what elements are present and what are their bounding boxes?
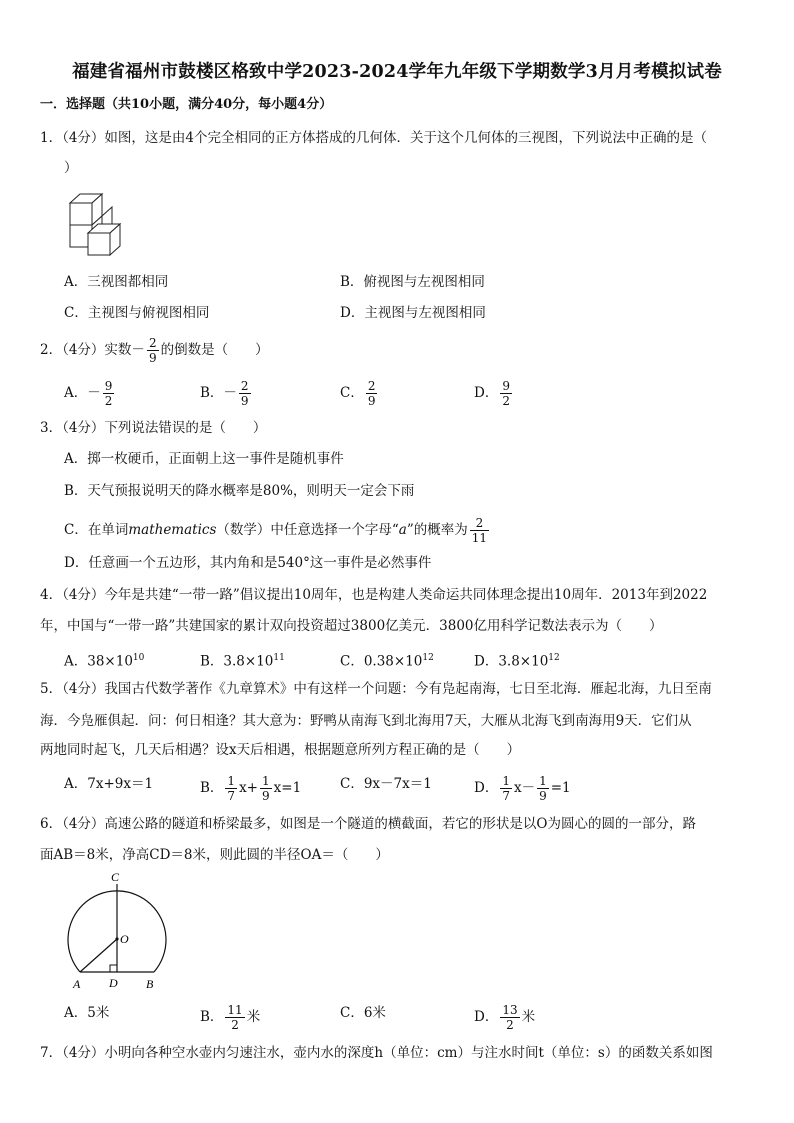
label-c: C [111,870,120,884]
q6-b-label: B． [200,1009,224,1025]
label-d: D [109,976,118,990]
q3-c-word: mathematics [128,522,217,538]
q4-option-c[interactable] [340,648,434,672]
q5-option-b[interactable] [200,774,301,803]
q6-b-numerator: 11 [227,1003,243,1017]
q5-d-end: =1 [550,780,571,796]
q3-option-d[interactable]: D．任意画一个五边形，其内角和是540°这一事件是必然事件 [64,555,432,571]
q2-b-numerator: 2 [240,379,249,393]
q5-d-mid: x－ [513,780,536,796]
q5-d-label: D． [474,780,499,796]
q4-stem-line1: 4．（4分）今年是共建“一带一路”倡议提出10周年，也是构建人类命运共同体理念提出10周年．2013年到2022 [40,587,708,603]
q2-d-fraction [500,379,512,408]
q4-a-exponent: 10 [132,653,145,663]
q5-b-denominator2: 9 [262,789,270,803]
q5-b-numerator2: 1 [262,774,270,788]
q7-stem-line1: 7．（4分）小明向各种空水壶内匀速注水，壶内水的深度h（单位：cm）与注水时间t（单位：s）的函数关系如图 [40,1045,713,1061]
q5-d-numerator1: 1 [502,774,510,788]
q1-stem-line1: 1．（4分）如图，这是由4个完全相同的正方体搭成的几何体．关于这个几何体的三视图，下列说法中正确的是（ [40,130,708,146]
q2-frac-numerator: 2 [148,336,157,350]
center-point-o [115,937,118,940]
q2-c-label: C． [340,385,364,401]
label-o: O [120,932,129,946]
q2-stem-pre: 2．（4分）实数－ [40,342,145,358]
q2-d-denominator: 2 [502,394,510,408]
q2-d-label: D． [474,385,499,401]
q6-option-a[interactable]: A．5米 [64,1005,110,1021]
q5-b-denominator1: 7 [227,789,236,803]
q6-d-denominator: 2 [506,1018,514,1032]
q4-b-exponent: 11 [273,653,285,663]
q6-d-unit: 米 [521,1009,536,1025]
q5-b-numerator1: 1 [227,774,236,788]
q3-c-denominator: 11 [471,531,488,545]
q2-b-fraction [239,379,251,408]
tunnel-diagram [60,870,172,994]
label-a: A [73,977,81,991]
q5-b-mid: x+ [239,780,258,796]
q1-option-d[interactable]: D．主视图与左视图相同 [340,305,486,321]
q4-d-base: D．3.8×10 [474,653,549,670]
q1-stem-line2: ） [64,160,78,176]
q2-b-label: B．－ [200,385,237,401]
q2-option-a[interactable] [64,379,116,408]
radius-oa [80,939,117,972]
q5-option-a[interactable]: A．7x+9x＝1 [64,776,154,792]
q5-b-fraction2 [260,774,272,803]
q6-option-c[interactable]: C．6米 [340,1005,386,1021]
q4-stem-line2: 年，中国与“一带一路”共建国家的累计双向投资超过3800亿美元．3800亿用科学记数法表示为（ ） [40,618,663,634]
q3-c-letter: a [398,522,407,538]
q3-c-fraction [470,516,489,545]
q3-option-a[interactable]: A．掷一枚硬币，正面朝上这一事件是随机事件 [64,451,344,467]
q2-option-b[interactable] [200,379,253,408]
q2-a-label: A．－ [64,385,101,401]
cube-figure [68,191,134,261]
q6-stem-line1: 6．（4分）高速公路的隧道和桥梁最多，如图是一个隧道的横截面，若它的形状是以O为圆心的圆的一部分，路 [40,816,696,832]
q5-d-denominator1: 7 [502,789,510,803]
q5-d-denominator2: 9 [539,789,547,803]
q5-option-d[interactable] [474,774,571,803]
q2-c-fraction [366,379,378,408]
right-angle-mark [110,965,117,972]
q3-stem: 3．（4分）下列说法错误的是（ ） [40,420,267,436]
q5-b-fraction1 [225,774,237,803]
q4-d-exponent: 12 [548,653,560,663]
q2-option-d[interactable] [474,379,514,408]
q5-b-end: x=1 [273,780,302,796]
q2-frac-denominator: 9 [148,351,157,365]
label-b: B [146,977,154,991]
q6-d-fraction [500,1003,519,1032]
q3-option-c[interactable] [64,516,491,545]
q5-stem-line2: 海．今凫雁俱起．问：何日相逢？其大意为：野鸭从南海飞到北海用7天，大雁从北海飞到南海用9天．它们从 [40,713,692,729]
q5-stem-line1: 5．（4分）我国古代数学著作《九章算术》中有这样一个问题：今有凫起南海，七日至北海．雁起北海，九日至南 [40,681,712,697]
q4-option-d[interactable] [474,648,560,672]
q6-option-b[interactable] [200,1003,260,1032]
q6-stem-line2: 面AB＝8米，净高CD＝8米，则此圆的半径OA＝（ ） [40,847,389,863]
q6-b-unit: 米 [246,1009,261,1025]
q2-c-numerator: 2 [367,379,376,393]
q2-b-denominator: 9 [240,394,249,408]
q6-option-d[interactable] [474,1003,535,1032]
q2-a-numerator: 9 [104,379,113,393]
q3-c-mid: （数学）中任意选择一个字母“ [216,522,399,538]
section-heading: 一．选择题（共10小题，满分40分，每小题4分） [40,97,333,112]
q5-d-numerator2: 1 [539,774,547,788]
q4-c-exponent: 12 [422,653,434,663]
q1-option-b[interactable]: B．俯视图与左视图相同 [340,274,485,290]
q2-stem-post: 的倒数是（ ） [160,342,269,358]
q4-option-a[interactable] [64,648,144,672]
q2-a-denominator: 2 [104,394,113,408]
q2-fraction [147,336,159,365]
q2-option-c[interactable] [340,379,379,408]
q5-d-fraction2 [537,774,549,803]
q2-stem [40,336,269,365]
q4-c-base: C．0.38×10 [340,653,423,670]
q6-d-label: D． [474,1009,499,1025]
q6-d-numerator: 13 [502,1003,518,1017]
q1-option-c[interactable]: C．主视图与俯视图相同 [64,305,210,321]
page-title: 福建省福州市鼓楼区格致中学2023-2024学年九年级下学期数学3月月考模拟试卷 [72,62,722,82]
q6-b-fraction [225,1003,244,1032]
q2-d-numerator: 9 [502,379,510,393]
q2-c-denominator: 9 [367,394,376,408]
q4-option-b[interactable] [200,648,285,672]
q6-b-denominator: 2 [231,1018,239,1032]
q1-option-a[interactable]: A．三视图都相同 [64,274,169,290]
q2-a-fraction [103,379,115,408]
q5-stem-line3: 两地同时起飞，几天后相遇？设x天后相遇，根据题意所列方程正确的是（ ） [40,742,521,758]
q3-c-pre: C．在单词 [64,522,129,538]
q5-option-c[interactable]: C．9x－7x＝1 [340,776,432,792]
q5-d-fraction1 [500,774,512,803]
q3-c-numerator: 2 [470,516,489,531]
q3-option-b[interactable]: B．天气预报说明天的降水概率是80%，则明天一定会下雨 [64,483,415,499]
q5-b-label: B． [200,780,224,796]
q4-b-base: B．3.8×10 [200,653,274,670]
q4-a-base: A．38×10 [64,653,133,670]
q3-c-post: ”的概率为 [406,522,468,538]
